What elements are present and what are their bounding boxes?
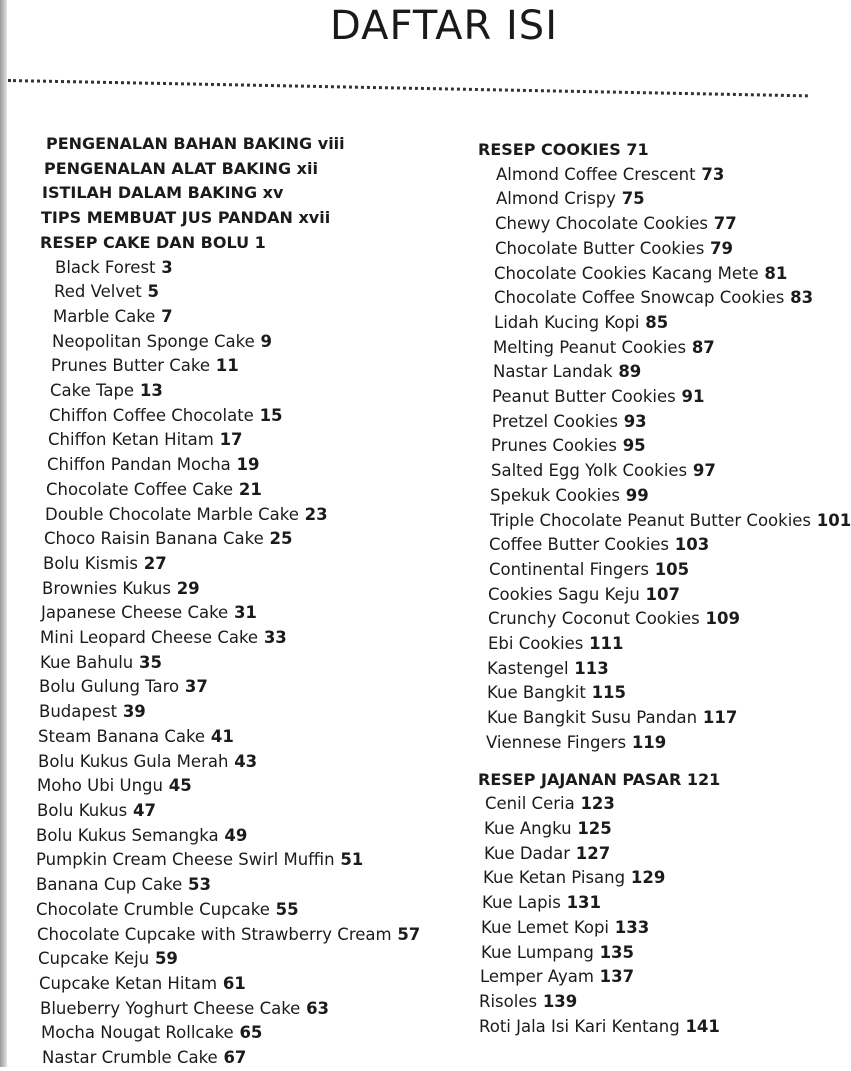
toc-entry[interactable] [478, 558, 808, 583]
toc-entry-title: Nastar Landak [493, 362, 613, 382]
toc-entry-title: Bolu Gulung Taro [39, 677, 180, 697]
toc-page-number: 115 [591, 683, 627, 703]
toc-entry-title: Pumpkin Cream Cheese Swirl Muffin [36, 850, 335, 870]
toc-entry-title: Kue Bangkit [487, 683, 586, 703]
toc-entry-title: Salted Egg Yolk Cookies [491, 461, 688, 481]
toc-page-number: 15 [259, 405, 283, 425]
toc-entry[interactable] [36, 824, 456, 849]
toc-page-number: 123 [580, 794, 615, 814]
toc-entry-title: Bolu Kismis [43, 553, 138, 573]
toc-entry-title: Banana Cup Cake [36, 875, 183, 895]
toc-entry[interactable] [478, 916, 808, 941]
toc-entry[interactable] [478, 187, 808, 212]
toc-page-number: 125 [577, 818, 612, 838]
toc-page-number: 17 [219, 430, 243, 450]
section-gap [478, 756, 808, 768]
toc-entry-title: Chocolate Coffee Cake [46, 479, 234, 499]
toc-page-number: 19 [236, 455, 260, 475]
toc-entry[interactable] [478, 262, 808, 287]
toc-page-number: 51 [340, 850, 364, 870]
toc-page-number: 131 [566, 893, 602, 913]
toc-entry-title: Bolu Kukus Semangka [36, 825, 219, 845]
toc-page-number: 11 [215, 356, 239, 376]
toc-page-number: 97 [692, 461, 716, 481]
toc-entry-title: Crunchy Coconut Cookies [488, 609, 700, 629]
toc-entry[interactable] [36, 330, 456, 355]
toc-entry-title: Chiffon Coffee Chocolate [49, 405, 254, 425]
page-title: DAFTAR ISI [330, 3, 558, 49]
toc-section-heading[interactable] [478, 138, 808, 163]
toc-entry[interactable] [36, 675, 456, 700]
toc-page-number: 91 [681, 387, 705, 407]
toc-entry[interactable] [36, 651, 456, 676]
toc-entry-title: Triple Chocolate Peanut Butter Cookies [490, 510, 812, 530]
toc-section-heading[interactable] [36, 231, 456, 256]
toc-page-number: 21 [238, 479, 262, 499]
toc-entry-title: Neopolitan Sponge Cake [52, 331, 255, 351]
toc-entry-title: Almond Crispy [496, 189, 616, 209]
toc-entry-title: Bolu Kukus [37, 800, 128, 820]
toc-entry-title: Roti Jala Isi Kari Kentang [479, 1016, 680, 1036]
toc-entry[interactable] [36, 527, 456, 552]
toc-entry[interactable] [478, 509, 851, 534]
toc-page-number: 9 [260, 331, 272, 351]
toc-entry[interactable] [36, 947, 456, 972]
toc-entry-title: Double Chocolate Marble Cake [45, 504, 299, 524]
toc-entry-title: Bolu Kukus Gula Merah [38, 751, 229, 771]
toc-section-heading[interactable] [36, 181, 456, 206]
toc-entry-title: PENGENALAN BAHAN BAKING [46, 134, 313, 153]
toc-page-number: 57 [397, 924, 421, 944]
toc-page-number: 141 [685, 1016, 720, 1036]
toc-entry-title: Lemper Ayam [480, 967, 594, 987]
toc-entry[interactable] [478, 360, 808, 385]
toc-entry-title: Prunes Butter Cake [51, 356, 210, 376]
toc-section-heading[interactable] [478, 768, 808, 793]
toc-entry[interactable] [36, 379, 456, 404]
toc-entry-title: Kue Ketan Pisang [483, 868, 626, 888]
toc-entry[interactable] [478, 237, 808, 262]
toc-entry[interactable] [478, 459, 808, 484]
toc-entry[interactable] [478, 212, 808, 237]
toc-entry[interactable] [478, 336, 808, 361]
toc-entry-title: Kue Bahulu [40, 652, 134, 672]
toc-page-number: 35 [139, 652, 162, 672]
toc-entry[interactable] [478, 163, 808, 188]
toc-page-number: 103 [674, 535, 710, 555]
toc-page-number: 61 [222, 973, 246, 993]
toc-page-number: 23 [304, 504, 328, 524]
toc-page-number: 41 [210, 726, 234, 746]
toc-entry[interactable] [478, 965, 808, 990]
toc-entry[interactable] [36, 873, 456, 898]
toc-entry[interactable] [36, 503, 456, 528]
toc-page-number: 45 [168, 776, 192, 796]
toc-page-number: 105 [654, 559, 690, 579]
toc-entry-title: TIPS MEMBUAT JUS PANDAN [41, 208, 293, 228]
toc-page-number: xv [262, 183, 284, 203]
toc-entry[interactable] [36, 552, 456, 577]
toc-page-number: 71 [626, 140, 649, 159]
toc-entry-title: Nastar Crumble Cake [42, 1048, 218, 1068]
toc-entry-title: Japanese Cheese Cake [41, 603, 229, 623]
toc-page-number: 73 [701, 164, 725, 184]
toc-entry[interactable] [478, 1015, 808, 1040]
toc-page-number: 5 [147, 282, 159, 302]
toc-entry-title: Continental Fingers [489, 559, 649, 579]
toc-page-number: 87 [691, 337, 715, 357]
toc-entry-title: Chocolate Cookies Kacang Mete [494, 263, 759, 283]
toc-entry[interactable] [36, 997, 456, 1022]
toc-page-number: xii [296, 158, 318, 178]
toc-section-heading[interactable] [36, 206, 456, 231]
toc-page-number: 77 [713, 214, 737, 234]
toc-entry[interactable] [36, 428, 456, 453]
toc-entry-title: ISTILAH DALAM BAKING [42, 183, 258, 203]
toc-entry-title: Chiffon Pandan Mocha [47, 455, 231, 475]
toc-entry-title: PENGENALAN ALAT BAKING [44, 158, 292, 178]
toc-entry[interactable] [36, 750, 456, 775]
toc-entry-title: Kue Angku [484, 818, 572, 838]
toc-page-number: 37 [184, 677, 208, 697]
toc-page-number: 13 [139, 381, 163, 401]
toc-page-number: 63 [306, 998, 330, 1018]
toc-entry[interactable] [478, 434, 808, 459]
toc-page-number: 137 [599, 967, 635, 987]
toc-entry-title: Kue Dadar [484, 843, 571, 863]
toc-entry[interactable] [478, 484, 808, 509]
toc-entry-title: Cupcake Keju [38, 949, 150, 969]
toc-page-number: 101 [816, 510, 851, 530]
toc-entry-title: Chocolate Coffee Snowcap Cookies [494, 288, 785, 308]
toc-entry[interactable] [478, 842, 808, 867]
toc-entry-title: Black Forest [55, 257, 156, 277]
toc-entry[interactable] [478, 731, 808, 756]
toc-section-heading[interactable] [36, 132, 456, 157]
toc-page-number: 47 [133, 800, 156, 820]
toc-page-number: 127 [575, 843, 611, 863]
toc-entry-title: Mini Leopard Cheese Cake [40, 628, 259, 648]
toc-entry[interactable] [36, 725, 456, 750]
toc-entry[interactable] [36, 453, 456, 478]
toc-page-number: 99 [625, 485, 649, 505]
toc-right-column [478, 138, 851, 1039]
toc-entry-title: Marble Cake [53, 306, 156, 326]
toc-entry-title: Kue Bangkit Susu Pandan [487, 708, 698, 728]
toc-entry[interactable] [478, 941, 808, 966]
toc-entry[interactable] [478, 632, 808, 657]
toc-entry[interactable] [36, 280, 456, 305]
page-binding-edge [0, 0, 7, 1067]
toc-entry[interactable] [478, 311, 808, 336]
toc-entry-title: Melting Peanut Cookies [493, 337, 687, 357]
toc-page-number: 65 [239, 1023, 263, 1043]
toc-page-number: 119 [631, 732, 667, 752]
toc-entry[interactable] [478, 410, 808, 435]
toc-entry[interactable] [478, 866, 808, 891]
toc-page-number: 85 [645, 312, 669, 332]
toc-page-number: 89 [618, 362, 642, 382]
toc-entry[interactable] [36, 799, 456, 824]
toc-page-number: 29 [176, 578, 200, 598]
toc-entry-title: Peanut Butter Cookies [492, 387, 676, 407]
toc-page-number: 75 [621, 189, 645, 209]
toc-page-number: 117 [702, 708, 738, 728]
toc-page-number: 7 [161, 306, 173, 326]
toc-page-number: 133 [614, 917, 650, 937]
toc-entry-title: Viennese Fingers [486, 732, 627, 752]
toc-entry[interactable] [478, 817, 808, 842]
toc-entry-title: Brownies Kukus [42, 578, 171, 598]
dotted-divider [8, 79, 808, 99]
toc-entry[interactable] [36, 354, 456, 379]
toc-page-number: 39 [122, 702, 146, 722]
toc-entry-title: Chewy Chocolate Cookies [495, 214, 709, 234]
toc-entry[interactable] [36, 601, 456, 626]
toc-entry[interactable] [36, 626, 456, 651]
toc-entry-title: Cenil Ceria [485, 794, 575, 814]
toc-entry-title: Ebi Cookies [488, 634, 584, 654]
toc-entry-title: Chocolate Butter Cookies [495, 238, 705, 258]
toc-entry-title: Risoles [479, 991, 538, 1011]
toc-page-number: 55 [275, 899, 299, 919]
toc-page-number: 121 [686, 769, 721, 789]
toc-entry-title: Choco Raisin Banana Cake [44, 529, 264, 549]
toc-entry[interactable] [478, 385, 808, 410]
toc-entry[interactable] [36, 577, 456, 602]
toc-entry-title: Kue Lumpang [481, 942, 594, 962]
toc-entry[interactable] [478, 706, 808, 731]
toc-entry-title: Kue Lemet Kopi [481, 917, 609, 937]
toc-page-number: 33 [263, 628, 287, 648]
toc-left-column [36, 132, 456, 1071]
toc-entry-title: RESEP CAKE DAN BOLU [40, 232, 250, 252]
toc-entry[interactable] [36, 972, 456, 997]
toc-entry-title: Coffee Butter Cookies [489, 535, 670, 555]
toc-page-number: 139 [542, 991, 578, 1011]
toc-page-number: 49 [224, 825, 248, 845]
toc-entry-title: Almond Coffee Crescent [496, 164, 696, 184]
toc-entry[interactable] [478, 990, 808, 1015]
toc-entry-title: Lidah Kucing Kopi [494, 312, 640, 332]
toc-entry-title: Chocolate Crumble Cupcake [36, 899, 270, 919]
toc-entry-title: Kastengel [487, 658, 569, 678]
toc-entry[interactable] [36, 1046, 456, 1071]
toc-entry-title: Cupcake Ketan Hitam [39, 973, 218, 993]
toc-entry[interactable] [478, 891, 808, 916]
toc-entry-title: Red Velvet [54, 282, 142, 302]
toc-entry[interactable] [36, 848, 456, 873]
toc-entry[interactable] [36, 305, 456, 330]
toc-page-number: 59 [154, 949, 178, 969]
toc-entry-title: Steam Banana Cake [38, 726, 206, 746]
toc-entry[interactable] [478, 583, 808, 608]
toc-page-number: 67 [223, 1048, 247, 1068]
toc-page-number: 1 [254, 232, 266, 252]
toc-entry-title: Pretzel Cookies [492, 411, 618, 431]
toc-entry-title: Kue Lapis [482, 893, 561, 913]
toc-entry-title: Chiffon Ketan Hitam [48, 430, 214, 450]
toc-entry[interactable] [36, 404, 456, 429]
toc-page-number: viii [317, 134, 345, 153]
toc-page-number: 31 [233, 603, 257, 623]
toc-entry-title: RESEP COOKIES [478, 140, 621, 159]
toc-page-number: 129 [630, 868, 666, 888]
toc-entry[interactable] [36, 1021, 456, 1046]
toc-entry[interactable] [478, 681, 808, 706]
toc-entry-title: Blueberry Yoghurt Cheese Cake [40, 998, 301, 1018]
toc-page-number: 53 [188, 875, 211, 895]
toc-page-number: 135 [599, 942, 635, 962]
toc-page-number: 79 [710, 238, 734, 258]
toc-entry[interactable] [36, 700, 456, 725]
toc-page-number: 111 [589, 634, 624, 654]
toc-entry-title: Chocolate Cupcake with Strawberry Cream [37, 924, 392, 944]
toc-page-number: 93 [623, 411, 647, 431]
toc-entry[interactable] [478, 286, 814, 311]
toc-entry-title: RESEP JAJANAN PASAR [478, 769, 682, 789]
toc-page-number: 109 [705, 609, 740, 629]
toc-page-number: xvii [298, 208, 331, 228]
toc-entry[interactable] [478, 533, 808, 558]
toc-page-number: 3 [161, 257, 173, 277]
toc-entry[interactable] [36, 774, 456, 799]
toc-page-number: 83 [790, 288, 814, 308]
toc-entry[interactable] [36, 478, 456, 503]
toc-entry-title: Cookies Sagu Keju [488, 584, 640, 604]
toc-page-number: 95 [622, 436, 646, 456]
toc-entry[interactable] [478, 792, 808, 817]
toc-entry[interactable] [36, 923, 456, 948]
toc-entry-title: Cake Tape [50, 381, 135, 401]
toc-page-number: 81 [764, 263, 788, 283]
toc-page-number: 25 [269, 529, 293, 549]
toc-entry[interactable] [36, 898, 456, 923]
toc-entry-title: Spekuk Cookies [490, 485, 621, 505]
toc-entry[interactable] [478, 657, 808, 682]
toc-entry[interactable] [36, 256, 456, 281]
toc-entry[interactable] [478, 607, 808, 632]
toc-entry-title: Budapest [39, 702, 118, 722]
toc-page-number: 43 [234, 751, 258, 771]
toc-page-number: 107 [645, 584, 680, 604]
toc-entry-title: Moho Ubi Ungu [37, 776, 163, 796]
toc-page-number: 27 [143, 553, 167, 573]
toc-entry-title: Prunes Cookies [491, 436, 617, 456]
toc-section-heading[interactable] [36, 157, 456, 182]
toc-page-number: 113 [574, 658, 609, 678]
toc-entry-title: Mocha Nougat Rollcake [41, 1023, 234, 1043]
